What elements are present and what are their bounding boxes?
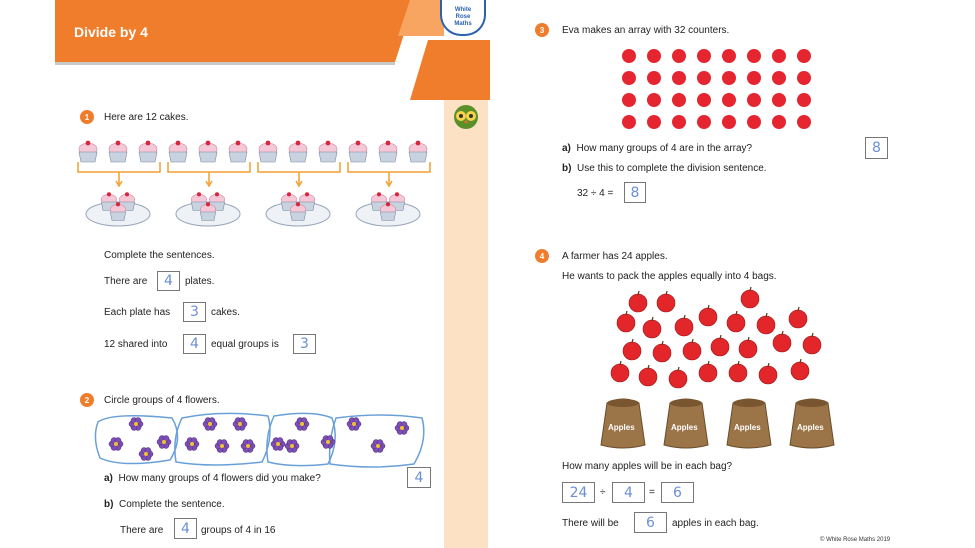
counter <box>622 93 636 107</box>
q4-question: How many apples will be in each bag? <box>562 461 733 472</box>
counter <box>747 115 761 129</box>
counter <box>722 115 736 129</box>
wrm-logo: White Rose Maths <box>440 0 486 36</box>
q4-final-sentence-end: apples in each bag. <box>672 518 759 529</box>
flower-icon <box>371 440 385 453</box>
q1-answer-plates[interactable]: 4 <box>157 271 180 291</box>
question-4-number: 4 <box>535 249 549 263</box>
q1-prompt: Here are 12 cakes. <box>104 112 189 123</box>
group-bracket <box>78 162 160 172</box>
question-1-number: 1 <box>80 110 94 124</box>
flower-icon <box>129 418 143 431</box>
flower-icon <box>241 440 255 453</box>
flower-icon <box>285 440 299 453</box>
apple-icon <box>727 311 745 332</box>
q4-final-answer[interactable]: 6 <box>634 512 667 533</box>
q1-sentence-3: 12 shared into <box>104 339 168 350</box>
apples-illustration <box>600 285 840 390</box>
counter <box>697 49 711 63</box>
q1-sentence-1: There are <box>104 276 148 287</box>
q2-prompt: Circle groups of 4 flowers. <box>104 395 220 406</box>
q1-sentence-1-end: plates. <box>185 276 215 287</box>
counter <box>747 93 761 107</box>
apple-icon <box>675 315 693 336</box>
counter <box>722 71 736 85</box>
cupcake-icon <box>169 141 187 162</box>
cupcake-icon <box>139 141 157 162</box>
cupcake-icon <box>379 141 397 162</box>
q1-sentence-3-mid: equal groups is <box>211 339 279 350</box>
apple-icon <box>623 339 641 360</box>
counter <box>697 71 711 85</box>
q4-prompt: A farmer has 24 apples. <box>562 251 668 262</box>
apple-icon <box>711 335 729 356</box>
counter <box>747 71 761 85</box>
cupcake-icon <box>199 141 217 162</box>
cupcake-icon <box>229 141 247 162</box>
cupcake-icon <box>349 141 367 162</box>
apple-icon <box>639 365 657 386</box>
counter <box>797 115 811 129</box>
apple-icon <box>791 359 809 380</box>
q2-sentence-end: groups of 4 in 16 <box>201 525 276 536</box>
counter <box>647 49 661 63</box>
q2-sentence: There are <box>120 525 164 536</box>
counter <box>697 115 711 129</box>
flowers-illustration <box>92 408 432 470</box>
counter <box>647 93 661 107</box>
counter <box>672 115 686 129</box>
q2-a-question: a) How many groups of 4 flowers did you make? <box>104 473 321 484</box>
q4-final-sentence: There will be <box>562 518 619 529</box>
apple-icon <box>741 287 759 308</box>
cupcake-icon <box>109 141 127 162</box>
counter <box>772 71 786 85</box>
flower-icon <box>321 436 335 449</box>
counter <box>722 49 736 63</box>
q1-answer-groups[interactable]: 4 <box>183 334 206 354</box>
question-3-number: 3 <box>535 23 549 37</box>
cupcake-icon <box>289 141 307 162</box>
q1-answer-cakes[interactable]: 3 <box>183 302 206 322</box>
cupcake-icon <box>409 141 427 162</box>
counter <box>747 49 761 63</box>
bag-label-4: Apples <box>797 423 824 432</box>
q4-eq-dividend[interactable]: 24 <box>562 482 595 503</box>
apple-icon <box>617 311 635 332</box>
counter <box>672 49 686 63</box>
q2-a-answer[interactable]: 4 <box>407 467 431 488</box>
bag-label-1: Apples <box>608 423 635 432</box>
flower-icon <box>233 418 247 431</box>
flower-icon <box>157 436 171 449</box>
counter <box>722 93 736 107</box>
header-banner <box>0 0 490 100</box>
apple-icon <box>669 367 687 388</box>
copyright: © White Rose Maths 2019 <box>820 537 891 543</box>
q2-b-answer[interactable]: 4 <box>174 518 197 539</box>
apple-icon <box>699 361 717 382</box>
counter <box>772 93 786 107</box>
q4-eq-divisor[interactable]: 4 <box>612 482 645 503</box>
bag-label-3: Apples <box>734 423 761 432</box>
side-strip <box>444 100 488 548</box>
apple-icon <box>643 317 661 338</box>
counter <box>797 93 811 107</box>
question-2-number: 2 <box>80 393 94 407</box>
flower-icon <box>215 440 229 453</box>
counter <box>647 115 661 129</box>
flower-icon <box>271 438 285 451</box>
cupcake-icon <box>259 141 277 162</box>
apple-icon <box>773 331 791 352</box>
counter <box>672 93 686 107</box>
flower-icon <box>295 418 309 431</box>
counter-array <box>615 44 820 134</box>
counter <box>647 71 661 85</box>
counter <box>622 49 636 63</box>
flower-icon <box>139 448 153 461</box>
flower-icon <box>185 438 199 451</box>
counter <box>797 71 811 85</box>
counter <box>622 115 636 129</box>
apple-icon <box>629 291 647 312</box>
apple-icon <box>699 305 717 326</box>
flower-icon <box>347 418 361 431</box>
group-bracket <box>168 162 250 172</box>
apple-icon <box>803 333 821 354</box>
q3-a-question: a) How many groups of 4 are in the array? <box>562 143 753 154</box>
q4-eq-divide-sign: ÷ <box>600 487 606 498</box>
q4-eq-quotient[interactable]: 6 <box>661 482 694 503</box>
flower-icon <box>109 438 123 451</box>
q3-division-sentence: 32 ÷ 4 = <box>577 188 614 199</box>
counter <box>622 71 636 85</box>
group-bracket <box>258 162 340 172</box>
counter <box>772 49 786 63</box>
flower-icon <box>203 418 217 431</box>
group-bracket <box>348 162 430 172</box>
q4-prompt-2: He wants to pack the apples equally into 4 bags. <box>562 271 777 282</box>
apple-icon <box>757 313 775 334</box>
apple-icon <box>683 339 701 360</box>
q3-prompt: Eva makes an array with 32 counters. <box>562 25 730 36</box>
page-title: Divide by 4 <box>74 24 148 40</box>
q3-b-answer[interactable]: 8 <box>624 182 646 203</box>
owl-icon <box>452 104 480 130</box>
q1-sentence-2: Each plate has <box>104 307 171 318</box>
counter <box>672 71 686 85</box>
cupcake-icon <box>79 141 97 162</box>
apple-icon <box>657 291 675 312</box>
q1-answer-result[interactable]: 3 <box>293 334 316 354</box>
q1-sentence-2-end: cakes. <box>211 307 240 318</box>
cakes-illustration <box>70 132 440 232</box>
q3-a-answer[interactable]: 8 <box>865 137 888 159</box>
counter <box>797 49 811 63</box>
apple-icon <box>789 307 807 328</box>
cupcake-icon <box>319 141 337 162</box>
counter <box>697 93 711 107</box>
apple-icon <box>729 361 747 382</box>
bag-label-2: Apples <box>671 423 698 432</box>
q3-b-instruction: b) Use this to complete the division sentence. <box>562 163 767 174</box>
apple-icon <box>653 341 671 362</box>
flower-icon <box>395 422 409 435</box>
counter <box>772 115 786 129</box>
apple-icon <box>611 361 629 382</box>
q4-eq-equals-sign: = <box>649 487 655 498</box>
apple-icon <box>739 337 757 358</box>
apple-icon <box>759 363 777 384</box>
q2-b-instruction: b) Complete the sentence. <box>104 499 225 510</box>
q1-complete-instruction: Complete the sentences. <box>104 250 215 261</box>
